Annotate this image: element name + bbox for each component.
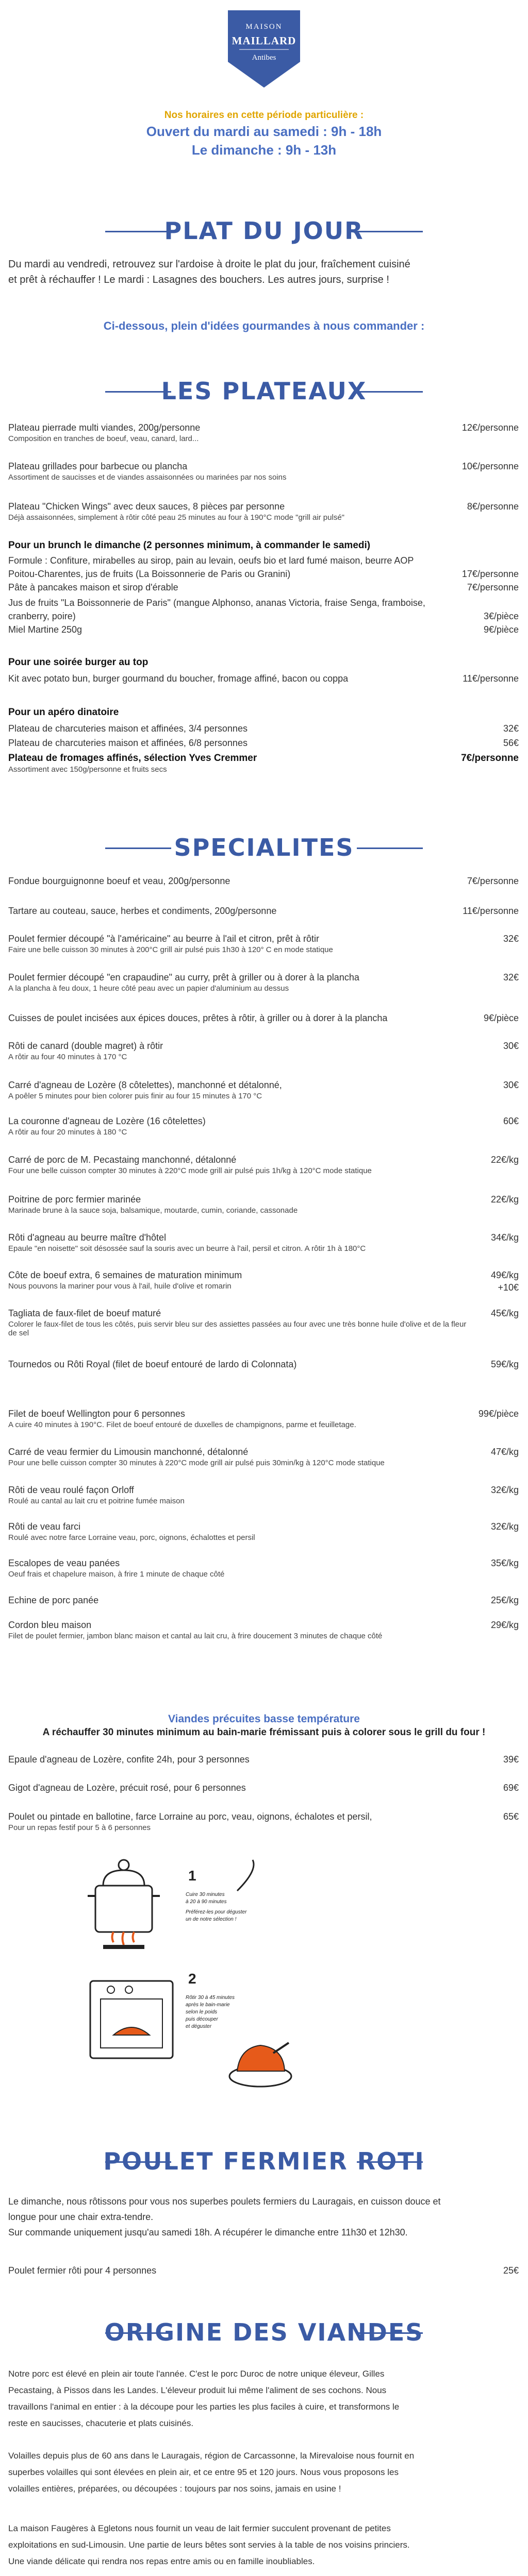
hours-note: Nos horaires en cette période particulière : [164,110,364,121]
origine-line: Une viande délicate qui rendra nos repas entre amis ou en famille inoubliables. [8,2556,315,2566]
plateau-item: Plateau grillades pour barbecue ou plancha 10€/personne Assortiment de saucisses et de viandes assaisonnées ou marinées par nos soins [8,461,519,482]
origine-line: superbes volailles qui sont élevées en plein air, et ce entre 95 et 120 jours. Nous vous proposons les [8,2467,399,2477]
apero-heading: Pour un apéro dinatoire [8,707,119,718]
logo-line2: MAILLARD [232,35,296,47]
precuite-item: Epaule d'agneau de Lozère, confite 24h, pour 3 personnes 39€ [8,1754,519,1765]
logo-line1: MAISON [245,23,283,31]
plat-du-jour-heading [0,213,528,249]
brunch-heading: Pour un brunch le dimanche (2 personnes minimum, à commander le samedi) [8,540,371,551]
svg-text:après le bain-marie: après le bain-marie [186,2002,230,2008]
brunch-description: Formule : Confiture, mirabelles au sirop, pain au levain, oeufs bio et lard fumé maison, beurre AOP [8,555,414,566]
svg-text:Préférez-les pour déguster: Préférez-les pour déguster [186,1909,247,1915]
burger-item: Kit avec potato bun, burger gourmand du boucher, fromage affiné, bacon ou coppa 11€/personne [8,673,519,684]
specialite-item: Tagliata de faux-filet de boeuf maturé 45€/kg Colorer le faux-filet de tous les côtés, puis servir bleu sur des assiettes passées au four avec une très bonne huile d'olive et de la fleur de sel [8,1308,519,1337]
svg-text:selon le poids: selon le poids [186,2009,218,2015]
svg-text:et déguster: et déguster [186,2024,212,2029]
specialite-item: Echine de porc panée 25€/kg [8,1595,519,1605]
svg-text:puis découper: puis découper [186,2016,218,2022]
poulet-text-2: longue pour une chair extra-tendre. [8,2212,154,2222]
svg-text:un de notre sélection !: un de notre sélection ! [186,1917,237,1922]
fromage-item: Plateau de fromages affinés, sélection Yves Cremmer 7€/personne Assortiment avec 150g/personne et fruits secs [8,753,519,774]
poulet-text-3: Sur commande uniquement jusqu'au samedi 18h. A récupérer le dimanche entre 11h30 et 12h30. [8,2227,408,2238]
plateaux-heading [0,373,528,409]
precuites-subtitle: A réchauffer 30 minutes minimum au bain-marie frémissant puis à colorer sous le grill du four ! [42,1727,486,1738]
origine-line: reste en saucisses, chacuterie et plats cuisinés. [8,2418,194,2428]
brunch-item: Miel Martine 250g 9€/pièce [8,624,519,635]
arrow-icon [237,1860,254,1891]
logo-line3: Antibes [252,54,276,62]
burger-heading: Pour une soirée burger au top [8,657,148,668]
brunch-item: cranberry, poire) 3€/pièce [8,611,519,621]
maison-maillard-logo [228,10,300,88]
specialite-item: Poitrine de porc fermier marinée 22€/kg Marinade brune à la sauce soja, balsamique, moutarde, cumin, coriande, cassonade [8,1194,519,1215]
step-number-1: 1 [188,1868,196,1884]
specialite-item: Filet de boeuf Wellington pour 6 personnes 99€/pièce A cuire 40 minutes à 190°C. Filet de boeuf entouré de duxelles de champignons, parme et feuilletage. [8,1409,519,1429]
poulet-heading [0,2143,528,2179]
specialite-item: Fondue bourguignonne boeuf et veau, 200g/personne 7€/personne [8,876,519,886]
specialite-item: Escalopes de veau panées 35€/kg Oeuf frais et chapelure maison, à frire 1 minute de chaque côté [8,1558,519,1579]
specialite-item: Carré de veau fermier du Limousin manchonné, détalonné 47€/kg Pour une belle cuisson compter 30 minutes à 220°C mode grill air pulsé puis 30min/kg à 120°C mode statique [8,1447,519,1467]
pot-icon [88,1860,160,1949]
svg-text:à 20 à 90 minutes: à 20 à 90 minutes [186,1899,227,1905]
plateau-item: Plateau "Chicken Wings" avec deux sauces, 8 pièces par personne 8€/personne Déjà assaisonnées, simplement à rôtir côté peau 25 minutes au four à 190°C mode "grill air pulsé" [8,501,519,522]
plateau-item: Plateau pierrade multi viandes, 200g/personne 12€/personne Composition en tranches de boeuf, veau, canard, lard... [8,422,519,443]
origine-title: ORIGINE DES VIANDES [104,2318,424,2346]
poulet-item: Poulet fermier rôti pour 4 personnes 25€ [8,2265,519,2276]
plat-text-2: et prêt à réchauffer ! Le mardi : Lasagnes des bouchers. Les autres jours, surprise ! [8,274,389,285]
svg-text:Cuire 30 minutes: Cuire 30 minutes [186,1892,225,1897]
origine-line: Pecastaing, à Pissos dans les Landes. L'éleveur produit lui même l'aliment de ses cochons. Nous [8,2385,387,2395]
plateaux-title: LES PLATEAUX [161,377,367,405]
cooking-illustration [82,1850,309,2112]
specialite-item: Rôti de veau roulé façon Orloff 32€/kg Roulé au cantal au lait cru et poitrine fumée maison [8,1485,519,1505]
brunch-item: Jus de fruits "La Boissonnerie de Paris" (mangue Alphonso, ananas Victoria, fraise Senga, framboise, [8,598,425,608]
origine-line: Notre porc est élevé en plein air toute l'année. C'est le porc Duroc de notre unique éleveur, Gilles [8,2369,385,2379]
specialite-item: La couronne d'agneau de Lozère (16 côtelettes) 60€ A rôtir au four 20 minutes à 180 °C [8,1116,519,1137]
apero-item: Plateau de charcuteries maison et affinées, 3/4 personnes 32€ [8,723,519,734]
specialite-item: Carré de porc de M. Pecastaing manchonné, détalonné 22€/kg Four une belle cuisson compter 30 minutes à 220°C mode grill air pulsé puis 1h/kg à 120°C mode statique [8,1155,519,1175]
specialite-item: Rôti de veau farci 32€/kg Roulé avec notre farce Lorraine veau, porc, oignons, échalottes et persil [8,1521,519,1542]
roast-chicken-icon [229,2043,291,2087]
precuites-title: Viandes précuites basse température [168,1713,360,1725]
origine-heading [0,2314,528,2350]
origine-line: exploitations en sud-Limousin. Une partie de leurs bêtes sont servies à la table de nos voisins princiers. [8,2540,410,2550]
origine-line: volailles entières, préparées, ou découpées : toujours par nos soins, jamais en usine ! [8,2484,341,2494]
precuite-item: Poulet ou pintade en ballotine, farce Lorraine au porc, veau, oignons, échalotes et persil, 65€ Pour un repas festif pour 5 à 6 personnes [8,1811,519,1832]
specialite-item: Côte de boeuf extra, 6 semaines de maturation minimum 49€/kg Nous pouvons la mariner pour vous à l'ail, huile d'olive et romarin +10€ [8,1270,519,1293]
specialite-item: Tournedos ou Rôti Royal (filet de boeuf entouré de lardo di Colonnata) 59€/kg [8,1359,519,1369]
specialite-item: Cordon bleu maison 29€/kg Filet de poulet fermier, jambon blanc maison et cantal au lait cru, à frire doucement 3 minutes de chaque côté [8,1620,519,1640]
specialite-item: Tartare au couteau, sauce, herbes et condiments, 200g/personne 11€/personne [8,906,519,916]
brunch-item: Pâte à pancakes maison et sirop d'érable 7€/personne [8,582,519,592]
specialite-item: Rôti d'agneau au beurre maître d'hôtel 34€/kg Epaule "en noisette" soit désossée sauf la souris avec un beurre à l'ail, persil et citron. A rôtir 1h à 180°C [8,1232,519,1253]
origine-line: travaillons l'animal en entier : à la découpe pour les parties les plus faciles à cuire, et transformons le [8,2402,400,2412]
precuite-item: Gigot d'agneau de Lozère, précuit rosé, pour 6 personnes 69€ [8,1783,519,1793]
brunch-item: Poitou-Charentes, jus de fruits (La Boissonnerie de Paris ou Granini) 17€/personne [8,569,519,579]
specialite-item: Poulet fermier découpé "en crapaudine" au curry, prêt à griller ou à dorer à la plancha 32€ A la plancha à feu doux, 1 heure côté peau avec un papier d'aluminium au dessus [8,972,519,993]
specialite-item: Carré d'agneau de Lozère (8 côtelettes), manchonné et détalonné, 30€ A poêler 5 minutes pour bien colorer puis finir au four 15 minutes à 170 °C [8,1080,519,1100]
origine-line: La maison Faugères à Egletons nous fournit un veau de lait fermier succulent provenant de petites [8,2523,391,2533]
plat-subtitle: Ci-dessous, plein d'idées gourmandes à nous commander : [103,319,425,332]
hours-line1: Ouvert du mardi au samedi : 9h - 18h [146,124,382,139]
oven-icon [90,1981,173,2058]
specialites-title: SPECIALITES [174,834,354,861]
apero-item: Plateau de charcuteries maison et affinées, 6/8 personnes 56€ [8,738,519,748]
poulet-text-1: Le dimanche, nous rôtissons pour vous nos superbes poulets fermiers du Lauragais, en cuisson douce et [8,2196,441,2207]
poulet-title: POULET FERMIER ROTI [103,2147,425,2175]
specialite-item: Poulet fermier découpé "à l'américaine" au beurre à l'ail et citron, prêt à rôtir 32€ Faire une belle cuisson 30 minutes à 200°C grill air pulsé puis 1h30 à 120° C en mode statique [8,934,519,954]
origine-line: Volailles depuis plus de 60 ans dans le Lauragais, région de Carcassonne, la Mirevaloise nous fournit en [8,2451,415,2461]
plat-text-1: Du mardi au vendredi, retrouvez sur l'ardoise à droite le plat du jour, fraîchement cuisiné [8,259,410,270]
svg-text:Rôtir 30 à 45 minutes: Rôtir 30 à 45 minutes [186,1995,235,2001]
step-number-2: 2 [188,1971,196,1987]
specialite-item: Cuisses de poulet incisées aux épices douces, prêtes à rôtir, à griller ou à dorer à la plancha 9€/pièce [8,1013,519,1023]
plat-du-jour-title: PLAT DU JOUR [164,217,364,245]
specialite-item: Rôti de canard (double magret) à rôtir 30€ A rôtir au four 40 minutes à 170 °C [8,1041,519,1061]
specialites-heading [0,829,528,866]
hours-line2: Le dimanche : 9h - 13h [191,142,337,158]
